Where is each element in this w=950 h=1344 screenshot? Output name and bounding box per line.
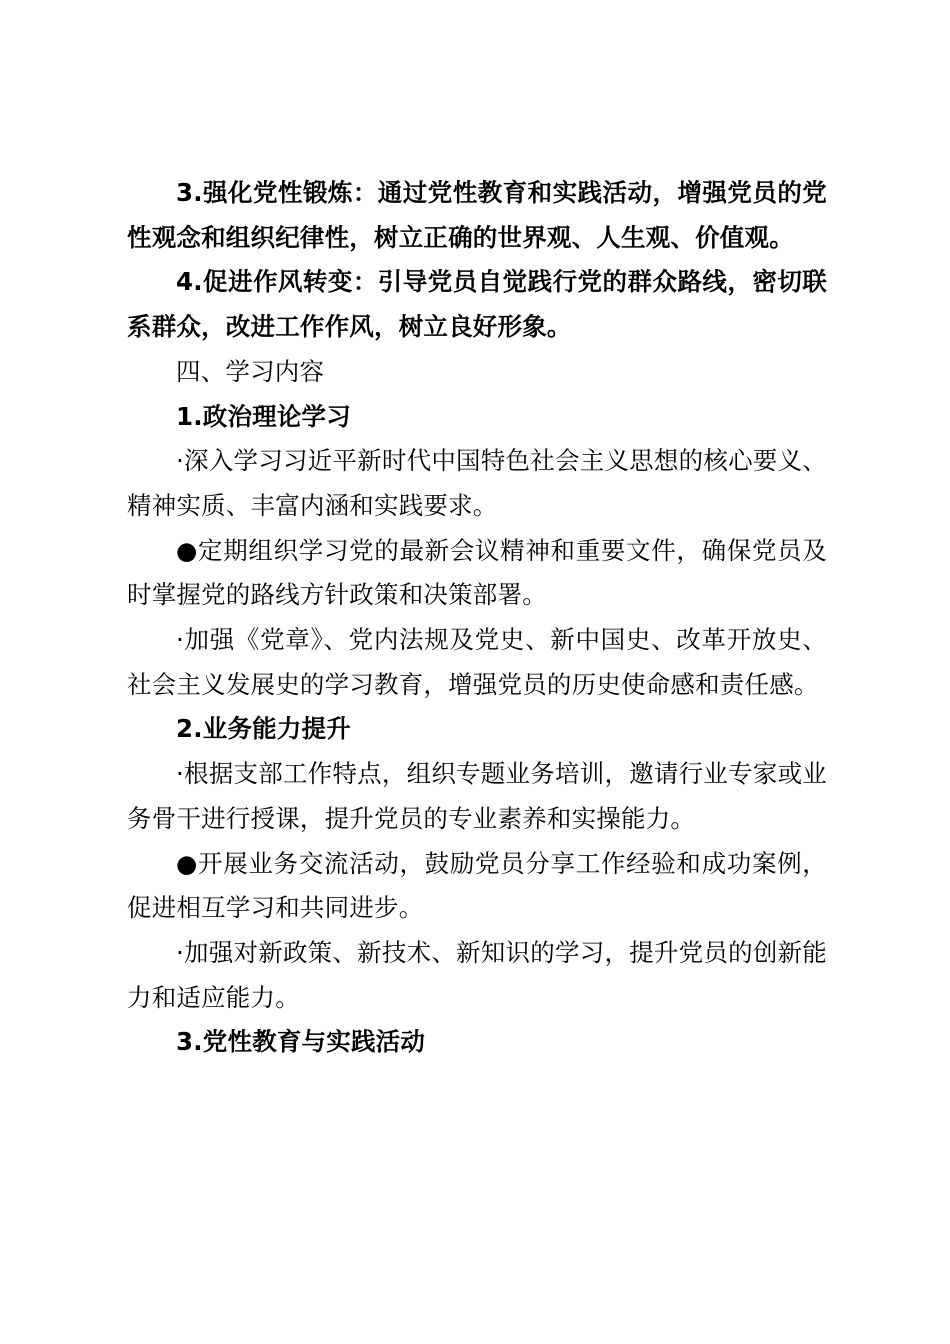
list-item-business-2: ●开展业务交流活动，鼓励党员分享工作经验和成功案例，促进相互学习和共同进步。 [127, 848, 827, 923]
subheading-business-ability: 2.业务能力提升 [176, 714, 351, 744]
list-item-theory-2: ●定期组织学习党的最新会议精神和重要文件，确保党员及时掌握党的路线方针政策和决策部署。 [127, 535, 827, 610]
list-item-theory-1: ·深入学习习近平新时代中国特色社会主义思想的核心要义、精神实质、丰富内涵和实践要求。 [127, 446, 827, 520]
goal-4-paragraph: 4.促进作风转变：引导党员自觉践行党的群众路线，密切联系群众，改进工作作风，树立良好形象。 [127, 267, 827, 342]
section-heading-learning-content: 四、学习内容 [176, 356, 325, 386]
list-item-business-1: ·根据支部工作特点，组织专题业务培训，邀请行业专家或业务骨干进行授课，提升党员的专业素养和实操能力。 [127, 759, 827, 833]
subheading-party-education: 3.党性教育与实践活动 [176, 1027, 426, 1057]
goal-3-paragraph: 3.强化党性锻炼：通过党性教育和实践活动，增强党员的党性观念和组织纪律性，树立正确的世界观、人生观、价值观。 [127, 178, 827, 252]
document-body [127, 171, 827, 1065]
list-item-theory-3: ·加强《党章》、党内法规及党史、新中国史、改革开放史、社会主义发展史的学习教育，增强党员的历史使命感和责任感。 [127, 625, 827, 699]
subheading-political-theory: 1.政治理论学习 [176, 401, 351, 431]
list-item-business-3: ·加强对新政策、新技术、新知识的学习，提升党员的创新能力和适应能力。 [127, 937, 827, 1012]
